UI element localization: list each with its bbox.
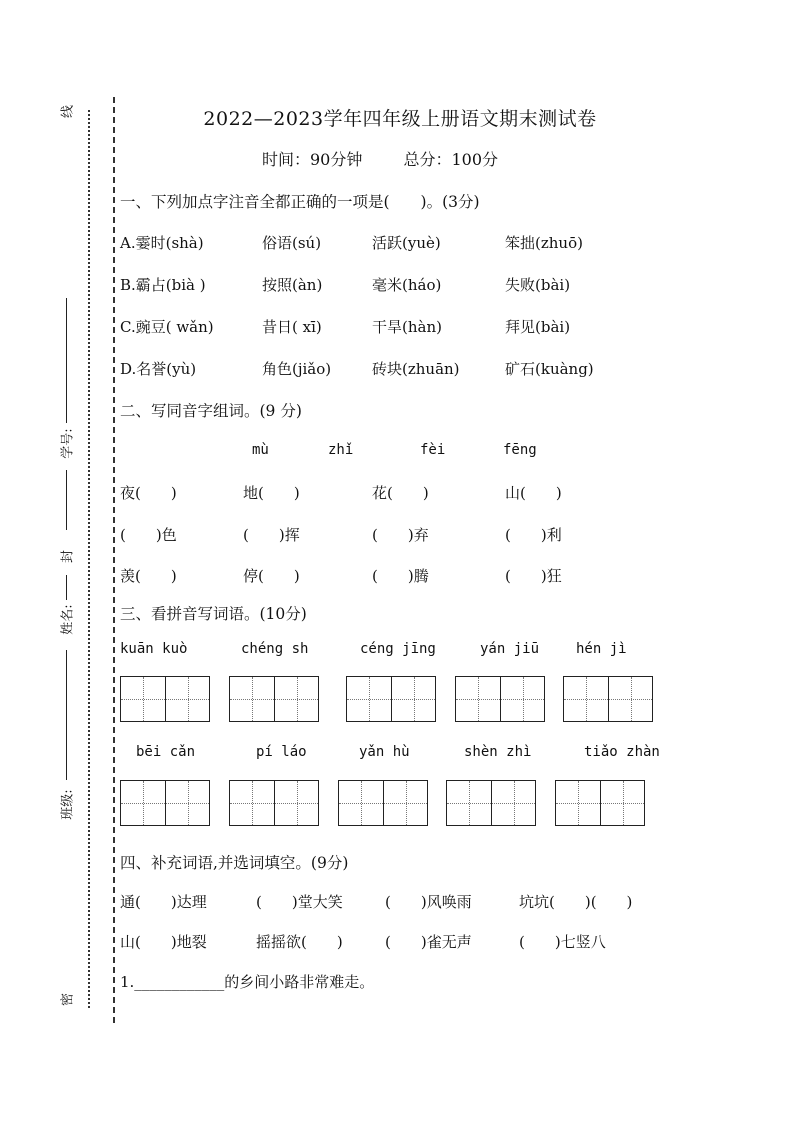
q3-writing-box[interactable]: [120, 780, 210, 826]
xuehao-fill-line-lower: [66, 470, 67, 530]
q4-idiom-2-4[interactable]: ( )七竖八: [519, 933, 606, 951]
name-label: 姓名:: [60, 604, 76, 635]
xingming-fill-line: [66, 575, 67, 600]
q4-sentence-1[interactable]: 1.____________的乡间小路非常难走。: [120, 973, 375, 991]
exam-title: 2022—2023学年四年级上册语文期末测试卷: [203, 108, 597, 130]
q3-writing-box[interactable]: [120, 676, 210, 722]
banji-fill-line: [66, 650, 67, 780]
class-label: 班级:: [60, 789, 76, 820]
q2-cell-3-1[interactable]: 羡( ): [120, 567, 177, 585]
q1-option-d-2: 角色(jiǎo): [262, 360, 332, 378]
q1-heading: 一、下列加点字注音全都正确的一项是( )。(3分): [120, 193, 480, 211]
q2-cell-1-2[interactable]: 地( ): [243, 484, 300, 502]
q2-cell-2-3[interactable]: ( )弃: [372, 526, 429, 544]
q1-option-a-2: 俗语(sú): [262, 234, 322, 252]
q1-option-a-1: A.霎时(shà): [120, 234, 204, 252]
q1-option-b-3: 毫米(háo): [372, 276, 442, 294]
q3-writing-box[interactable]: [563, 676, 653, 722]
q2-cell-3-3[interactable]: ( )腾: [372, 567, 429, 585]
q3-pinyin-7: pí láo: [256, 744, 307, 760]
exam-total-score: 总分：100分: [403, 150, 499, 169]
binding-label-feng: 封: [60, 549, 76, 564]
q1-option-b-4: 失败(bài): [505, 276, 571, 294]
q2-cell-1-4[interactable]: 山( ): [505, 484, 562, 502]
exam-info: [262, 147, 534, 170]
q4-idiom-1-3[interactable]: ( )风唤雨: [385, 893, 472, 911]
q2-cell-3-4[interactable]: ( )狂: [505, 567, 562, 585]
q2-cell-1-3[interactable]: 花( ): [372, 484, 429, 502]
q2-pinyin-2: zhǐ: [328, 442, 354, 458]
binding-label-xian: 线: [60, 104, 76, 119]
q1-option-c-3: 干旱(hàn): [372, 318, 442, 336]
q2-cell-2-1[interactable]: ( )色: [120, 526, 177, 544]
q2-pinyin-4: fēng: [503, 442, 537, 458]
q1-option-a-3: 活跃(yuè): [372, 234, 441, 252]
binding-dotted-line: [88, 110, 90, 1008]
binding-dashed-line: [113, 97, 115, 1023]
q2-pinyin-1: mù: [252, 442, 269, 458]
q4-idiom-1-1[interactable]: 通( )达理: [120, 893, 207, 911]
q2-pinyin-3: fèi: [420, 442, 446, 458]
q1-option-c-1: C.豌豆( wǎn): [120, 318, 214, 336]
q4-idiom-1-2[interactable]: ( )堂大笑: [256, 893, 343, 911]
q3-heading: 三、看拼音写词语。(10分): [120, 605, 307, 623]
q3-writing-box[interactable]: [555, 780, 645, 826]
q2-cell-2-4[interactable]: ( )利: [505, 526, 562, 544]
q1-option-b-1: B.霸占(bià ): [120, 276, 206, 294]
q3-pinyin-10: tiǎo zhàn: [584, 744, 660, 760]
q4-heading: 四、补充词语,并选词填空。(9分): [120, 854, 349, 872]
q1-option-b-2: 按照(àn): [262, 276, 323, 294]
q3-writing-box[interactable]: [346, 676, 436, 722]
q3-writing-box[interactable]: [229, 676, 319, 722]
exam-time: 时间：90分钟: [262, 150, 363, 169]
q3-writing-box[interactable]: [229, 780, 319, 826]
q1-option-a-4: 笨拙(zhuō): [505, 234, 583, 252]
q3-writing-box[interactable]: [446, 780, 536, 826]
q3-pinyin-1: kuān kuò: [120, 641, 188, 657]
q3-writing-box[interactable]: [455, 676, 545, 722]
q3-pinyin-5: hén jì: [576, 641, 627, 657]
q1-option-d-4: 矿石(kuàng): [505, 360, 594, 378]
q4-idiom-2-3[interactable]: ( )雀无声: [385, 933, 472, 951]
q1-option-c-4: 拜见(bài): [505, 318, 571, 336]
q3-pinyin-6: bēi cǎn: [136, 744, 196, 760]
q2-cell-2-2[interactable]: ( )挥: [243, 526, 300, 544]
q3-pinyin-2: chéng sh: [241, 641, 309, 657]
q3-pinyin-3: céng jīng: [360, 641, 436, 657]
q2-cell-3-2[interactable]: 停( ): [243, 567, 300, 585]
student-id-label: 学号:: [60, 428, 76, 459]
q3-writing-box[interactable]: [338, 780, 428, 826]
q1-option-d-3: 砖块(zhuān): [372, 360, 460, 378]
q2-heading: 二、写同音字组词。(9 分): [120, 402, 302, 420]
q2-cell-1-1[interactable]: 夜( ): [120, 484, 177, 502]
binding-label-mi: 密: [60, 992, 76, 1007]
xuehao-fill-line: [66, 298, 67, 423]
q3-pinyin-8: yǎn hù: [359, 744, 410, 760]
q3-pinyin-4: yán jiū: [480, 641, 540, 657]
q1-option-d-1: D.名誉(yù): [120, 360, 197, 378]
q4-idiom-2-1[interactable]: 山( )地裂: [120, 933, 207, 951]
q4-idiom-2-2[interactable]: 摇摇欲( ): [256, 933, 343, 951]
q3-pinyin-9: shèn zhì: [464, 744, 532, 760]
q4-idiom-1-4[interactable]: 坑坑( )( ): [519, 893, 633, 911]
q1-option-c-2: 昔日( xī): [262, 318, 322, 336]
